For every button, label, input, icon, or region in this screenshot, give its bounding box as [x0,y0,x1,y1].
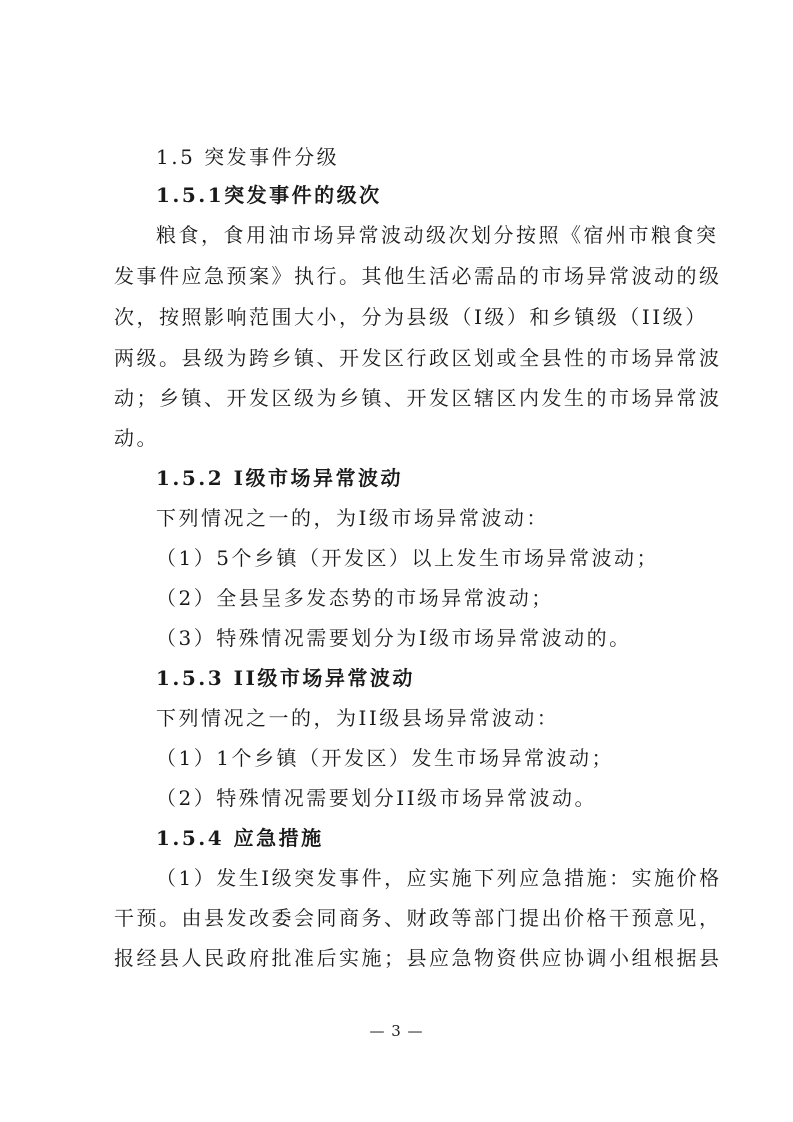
paragraph-line: 两级。县级为跨乡镇、开发区行政区划或全县性的市场异常波 [114,346,722,370]
heading-1-5-1: 1.5.1突发事件的级次 [156,183,382,207]
paragraph-line: 动；乡镇、开发区级为乡镇、开发区辖区内发生的市场异常波 [114,386,722,410]
list-item: （1）1个乡镇（开发区）发生市场异常波动； [156,746,614,770]
paragraph-line: 下列情况之一的，为II级县场异常波动： [156,706,560,730]
paragraph-line: （1）发生I级突发事件，应实施下列应急措施：实施价格 [156,866,722,890]
heading-1-5: 1.5 突发事件分级 [156,145,340,169]
list-item: （3）特殊情况需要划分为I级市场异常波动的。 [156,626,632,650]
heading-1-5-4: 1.5.4 应急措施 [156,826,324,850]
list-item: （1）5个乡镇（开发区）以上发生市场异常波动； [156,546,659,570]
page-number: — 3 — [369,1022,424,1040]
heading-1-5-3: 1.5.3 II级市场异常波动 [156,666,415,690]
paragraph-line: 次，按照影响范围大小，分为县级（I级）和乡镇级（II级） [114,305,708,329]
paragraph-line: 干预。由县发改委会同商务、财政等部门提出价格干预意见， [114,906,722,930]
list-item: （2）全县呈多发态势的市场异常波动； [156,586,554,610]
paragraph-line: 报经县人民政府批准后实施；县应急物资供应协调小组根据县 [114,946,722,970]
paragraph-line: 动。 [114,426,159,450]
list-item: （2）特殊情况需要划分II级市场异常波动。 [156,786,598,810]
paragraph-line: 下列情况之一的，为I级市场异常波动： [156,506,549,530]
heading-1-5-2: 1.5.2 I级市场异常波动 [156,466,403,490]
paragraph-line: 粮食，食用油市场异常波动级次划分按照《宿州市粮食突 [156,223,719,247]
paragraph-line: 发事件应急预案》执行。其他生活必需品的市场异常波动的级 [114,264,722,288]
